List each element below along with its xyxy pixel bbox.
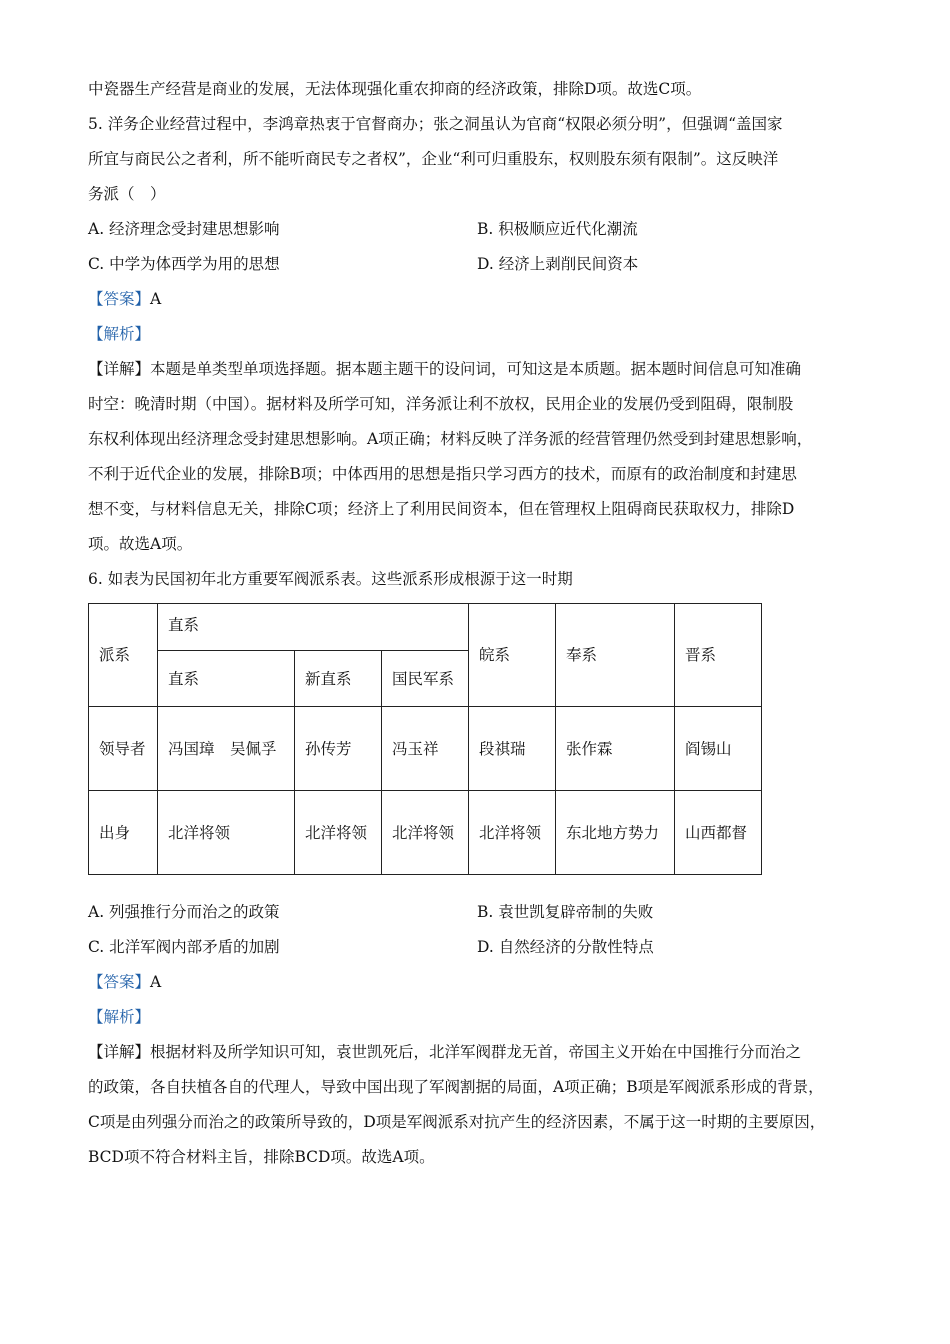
q6-detail-line-4: BCD项不符合材料主旨，排除BCD项。故选A项。 xyxy=(88,1148,435,1166)
header-xinzhixi: 新直系 xyxy=(295,651,382,707)
q5-options-row-2 xyxy=(88,247,878,282)
row-label-origin: 出身 xyxy=(89,791,158,875)
q5-detail-line-4: 不利于近代企业的发展，排除B项；中体西用的思想是指只学习西方的技术，而原有的政治制度和封建思 xyxy=(88,465,797,483)
q5-detail-line-2: 时空：晚清时期（中国）。据材料及所学可知，洋务派让利不放权，民用企业的发展仍受到阻碍，限制股 xyxy=(88,395,794,413)
header-fengxi: 奉系 xyxy=(556,604,675,707)
q6-option-b: B. 袁世凯复辟帝制的失败 xyxy=(477,903,654,921)
question-5 xyxy=(88,107,878,562)
prev-answer-tail: 中瓷器生产经营是商业的发展，无法体现强化重农抑商的经济政策，排除D项。故选C项。 xyxy=(88,80,702,98)
q5-detail-tag: 【详解】 xyxy=(88,360,151,378)
q6-options-row-2 xyxy=(88,930,878,965)
q5-answer xyxy=(88,282,878,317)
q6-option-d: D. 自然经济的分散性特点 xyxy=(477,938,654,956)
table-header-row-1 xyxy=(89,604,762,651)
q6-answer-value: A xyxy=(150,973,162,991)
cell-leader-wanxi: 段祺瑞 xyxy=(469,707,556,791)
q5-option-c: C. 中学为体西学为用的思想 xyxy=(88,255,280,273)
q5-detail-line-5: 想不变，与材料信息无关，排除C项；经济上了利用民间资本，但在管理权上阻碍商民获取权力，排除D xyxy=(88,500,795,518)
q6-detail-text-1: 根据材料及所学知识可知，袁世凯死后，北洋军阀群龙无首，帝国主义开始在中国推行分而治之 xyxy=(150,1043,802,1061)
cell-leader-xinzhixi: 孙传芳 xyxy=(295,707,382,791)
q5-detail-line-1 xyxy=(88,352,878,387)
q6-option-c: C. 北洋军阀内部矛盾的加剧 xyxy=(88,938,280,956)
q6-detail-line-2: 的政策，各自扶植各自的代理人，导致中国出现了军阀割据的局面，A项正确；B项是军阀派系形成的背景， xyxy=(88,1078,824,1096)
q6-options-row-1 xyxy=(88,895,878,930)
header-jinxi: 晋系 xyxy=(675,604,762,707)
q6-stem: 6. 如表为民国初年北方重要军阀派系表。这些派系形成根源于这一时期 xyxy=(88,570,573,588)
q6-detail-tag: 【详解】 xyxy=(88,1043,151,1061)
q6-detail-line-3: C项是由列强分而治之的政策所导致的，D项是军阀派系对抗产生的经济因素，不属于这一时期的主要原因， xyxy=(88,1113,826,1131)
cell-origin-jinxi: 山西都督 xyxy=(675,791,762,875)
q6-analysis-tag: 【解析】 xyxy=(88,1008,151,1026)
q5-stem-line-3: 务派（ ） xyxy=(88,185,166,203)
row-label-leader: 领导者 xyxy=(89,707,158,791)
table-row xyxy=(89,707,762,791)
q6-answer xyxy=(88,965,878,1000)
q5-option-a: A. 经济理念受封建思想影响 xyxy=(88,220,280,238)
cell-leader-fengxi: 张作霖 xyxy=(556,707,675,791)
q6-detail-line-1 xyxy=(88,1035,878,1070)
question-6 xyxy=(88,562,878,1175)
cell-origin-wanxi: 北洋将领 xyxy=(469,791,556,875)
q5-options-row-1 xyxy=(88,212,878,247)
q5-answer-value: A xyxy=(150,290,162,308)
q5-answer-tag: 【答案】 xyxy=(88,290,151,308)
cell-leader-guominjun: 冯玉祥 xyxy=(382,707,469,791)
q5-detail-text-1: 本题是单类型单项选择题。据本题主题干的设问词，可知这是本质题。据本题时间信息可知准确 xyxy=(150,360,802,378)
q5-analysis-tag: 【解析】 xyxy=(88,325,151,343)
q5-detail-line-3: 东权利体现出经济理念受封建思想影响。A项正确；材料反映了洋务派的经营管理仍然受到封建思想影响， xyxy=(88,430,813,448)
header-zhixi-group: 直系 xyxy=(158,604,469,651)
q5-stem-line-2: 所宜与商民公之者利，所不能听商民专之者权”，企业“利可归重股东，权则股东须有限制”。这反映洋 xyxy=(88,150,779,168)
cell-leader-zhixi: 冯国璋 吴佩孚 xyxy=(158,707,295,791)
cell-origin-guominjun: 北洋将领 xyxy=(382,791,469,875)
header-wanxi: 皖系 xyxy=(469,604,556,707)
table-row xyxy=(89,791,762,875)
q5-detail-line-6: 项。故选A项。 xyxy=(88,535,193,553)
cell-leader-jinxi: 阎锡山 xyxy=(675,707,762,791)
q6-analysis xyxy=(88,1000,878,1035)
header-pai: 派系 xyxy=(89,604,158,707)
warlord-table xyxy=(88,603,762,875)
cell-origin-zhixi: 北洋将领 xyxy=(158,791,295,875)
cell-origin-xinzhixi: 北洋将领 xyxy=(295,791,382,875)
document-page xyxy=(88,72,878,1175)
header-zhixi: 直系 xyxy=(158,651,295,707)
q5-option-d: D. 经济上剥削民间资本 xyxy=(477,255,639,273)
q5-option-b: B. 积极顺应近代化潮流 xyxy=(477,220,638,238)
q5-analysis xyxy=(88,317,878,352)
q5-stem-line-1: 5. 洋务企业经营过程中，李鸿章热衷于官督商办；张之洞虽认为官商“权限必须分明”，但强调“盖国家 xyxy=(88,115,783,133)
cell-origin-fengxi: 东北地方势力 xyxy=(556,791,675,875)
q6-option-a: A. 列强推行分而治之的政策 xyxy=(88,903,280,921)
header-guominjun: 国民军系 xyxy=(382,651,469,707)
q6-answer-tag: 【答案】 xyxy=(88,973,151,991)
